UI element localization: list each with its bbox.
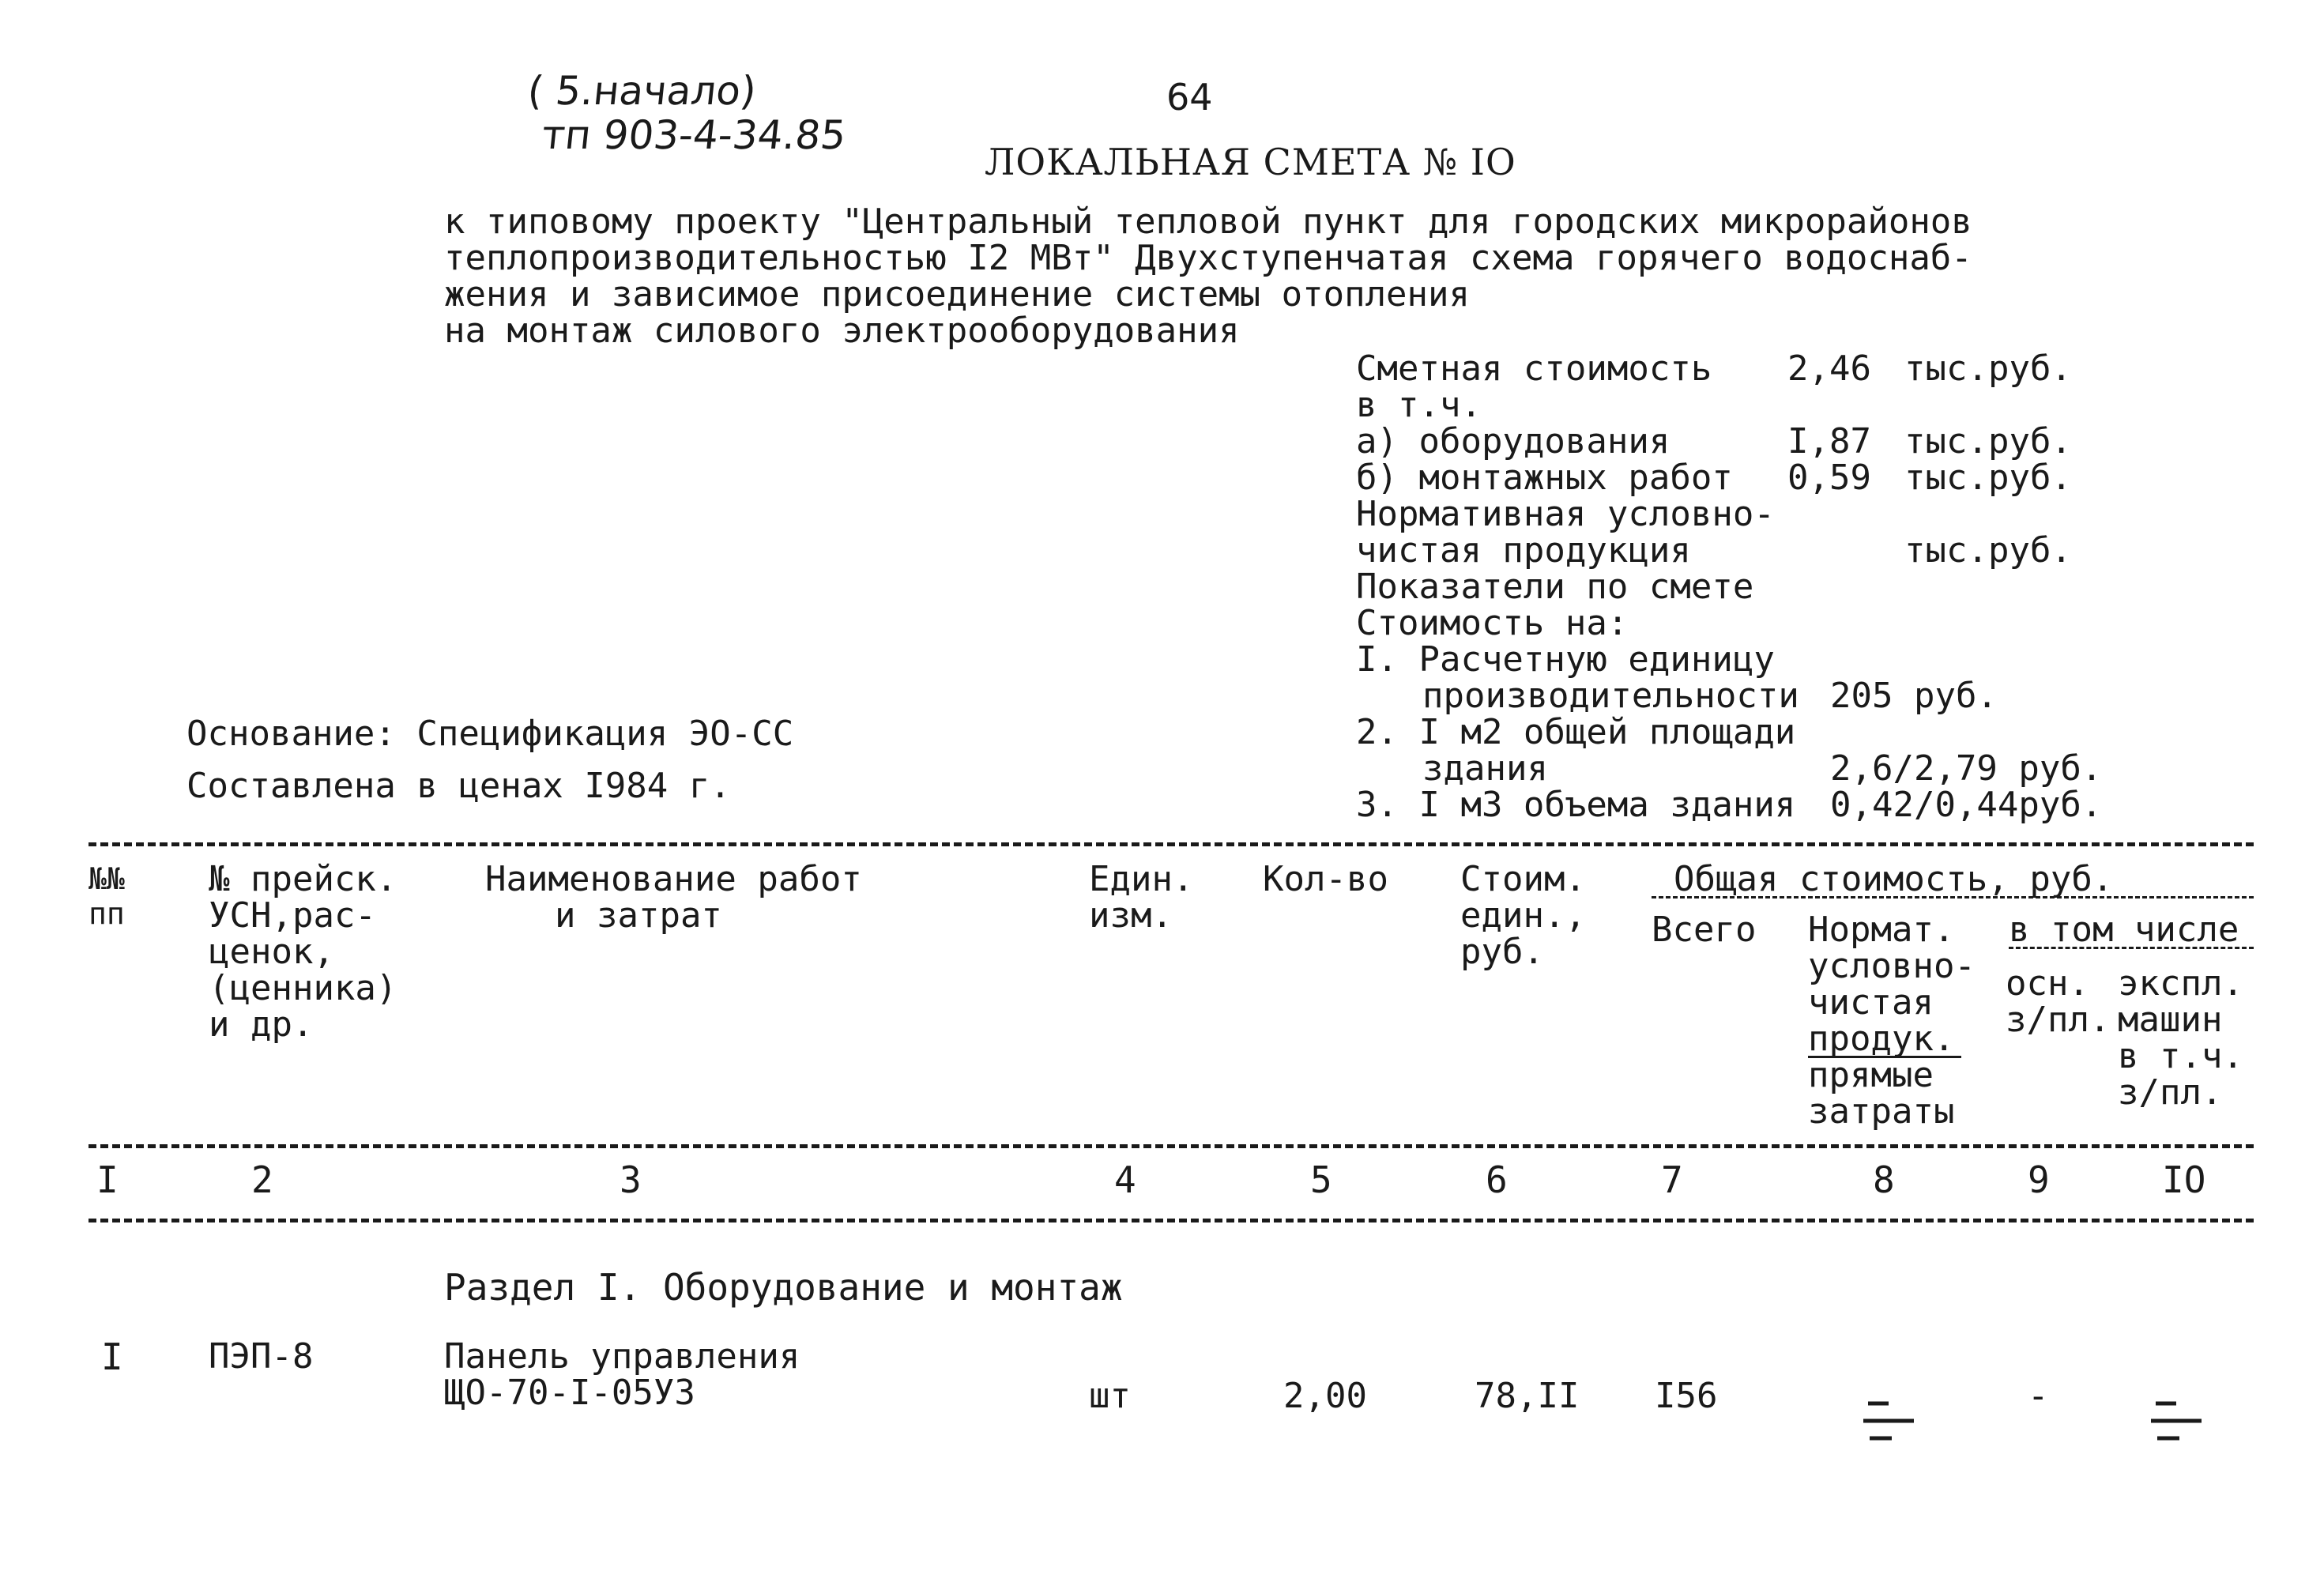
col-number-9: 9 <box>2028 1158 2050 1201</box>
row-1-base-wage: - <box>2028 1376 2049 1416</box>
col-number-2: 2 <box>251 1158 273 1201</box>
cost-for-label: Стоимость на: <box>1356 603 1629 643</box>
header-total: Всего <box>1652 910 1757 950</box>
col-number-8: 8 <box>1873 1158 1895 1201</box>
col-number-10: IO <box>2162 1158 2206 1201</box>
section-title: Раздел I. Оборудование и монтаж <box>444 1266 1123 1309</box>
indicators-label: Показатели по смете <box>1356 567 1754 607</box>
including-label: в т.ч. <box>1356 385 1482 425</box>
subtitle-line-1: к типовому проекту "Центральный тепловой пункт для городских микрорайонов <box>444 202 1972 242</box>
numbers-top-rule <box>89 1144 2254 1148</box>
basis-line: Основание: Спецификация ЭО-СС <box>186 714 794 754</box>
normative-label-1: Нормативная условно- <box>1356 494 1775 534</box>
normative-underline <box>1808 1056 1961 1058</box>
subtitle-line-3: жения и зависимое присоединение системы отопления <box>444 274 1471 315</box>
indicator-1-line-1: I. Расчетную единицу <box>1356 639 1775 680</box>
indicator-1-value: 205 руб. <box>1830 676 1998 716</box>
page-number: 64 <box>1166 76 1213 119</box>
row-1-name-line-1: Панель управления <box>444 1336 800 1377</box>
col-number-6: 6 <box>1486 1158 1508 1201</box>
header-price-code: № прейск. УСН,рас- ценок, (ценника) и др. <box>209 859 397 1045</box>
col-number-7: 7 <box>1661 1158 1683 1201</box>
installation-value: 0,59 <box>1787 458 1871 498</box>
header-machines: экспл. машин в т.ч. з/пл. <box>2118 963 2243 1113</box>
row-1-unit: шт <box>1089 1376 1131 1416</box>
header-total-group: Общая стоимость, руб. <box>1674 859 2114 899</box>
normative-unit: тыс.руб. <box>1904 530 2072 571</box>
col-number-4: 4 <box>1114 1158 1136 1201</box>
indicator-2-value: 2,6/2,79 руб. <box>1830 748 2103 789</box>
document-title: ЛОКАЛЬНАЯ СМЕТА № IO <box>985 141 1516 183</box>
row-1-quantity: 2,00 <box>1283 1376 1367 1416</box>
estimated-cost-value: 2,46 <box>1787 348 1871 389</box>
col-number-5: 5 <box>1310 1158 1332 1201</box>
prices-line: Составлена в ценах I984 г. <box>186 766 731 806</box>
table-top-rule <box>89 842 2254 846</box>
row-1-number: I <box>101 1335 123 1378</box>
continuation-note: ( 5.начало) <box>525 68 759 114</box>
indicator-2-line-2: здания <box>1422 748 1548 789</box>
row-1-normative-ditto-icon <box>1857 1399 1920 1446</box>
row-1-name-line-2: ЩО-70-I-05У3 <box>444 1373 695 1413</box>
equipment-value: I,87 <box>1787 421 1871 461</box>
col-number-1: I <box>96 1158 119 1201</box>
header-name-line-1: Наименование работ <box>485 859 862 899</box>
estimated-cost-label: Сметная стоимость <box>1356 348 1712 389</box>
header-name-line-2: и затрат <box>555 895 722 936</box>
indicator-2-line-1: 2. I м2 общей площади <box>1356 712 1796 752</box>
header-quantity: Кол-во <box>1263 859 1388 899</box>
header-normative: Нормат. условно- чистая продук. прямые затраты <box>1808 910 1976 1132</box>
normative-label-2: чистая продукция <box>1356 530 1691 571</box>
header-including-group: в том числе <box>2009 910 2239 950</box>
subtitle-line-4: на монтаж силового электрооборудования <box>444 311 1240 351</box>
numbers-bottom-rule <box>89 1219 2254 1222</box>
header-unit: Един. изм. <box>1089 859 1194 936</box>
row-1-code: ПЭП-8 <box>209 1336 314 1377</box>
header-base-wage: осн. з/пл. <box>2006 963 2111 1040</box>
indicator-3-line: 3. I м3 объема здания <box>1356 785 1796 825</box>
total-group-rule <box>1652 896 2254 898</box>
project-code: тп 903-4-34.85 <box>539 112 849 158</box>
including-group-rule <box>2009 947 2254 949</box>
row-1-machines-ditto-icon <box>2145 1399 2208 1446</box>
row-1-unit-cost: 78,II <box>1475 1376 1580 1416</box>
indicator-1-line-2: производительности <box>1422 676 1799 716</box>
installation-unit: тыс.руб. <box>1904 458 2072 498</box>
equipment-label: а) оборудования <box>1356 421 1670 461</box>
estimated-cost-unit: тыс.руб. <box>1904 348 2072 389</box>
header-unit-cost: Стоим. един., руб. <box>1460 859 1586 972</box>
header-row-number: №№ пп <box>89 861 125 931</box>
indicator-3-value: 0,42/0,44руб. <box>1830 785 2103 825</box>
installation-label: б) монтажных работ <box>1356 458 1733 498</box>
subtitle-line-2: теплопроизводительностью I2 МВт" Двухступенчатая схема горячего водоснаб- <box>444 238 1972 278</box>
row-1-total: I56 <box>1655 1376 1718 1416</box>
col-number-3: 3 <box>620 1158 642 1201</box>
equipment-unit: тыс.руб. <box>1904 421 2072 461</box>
